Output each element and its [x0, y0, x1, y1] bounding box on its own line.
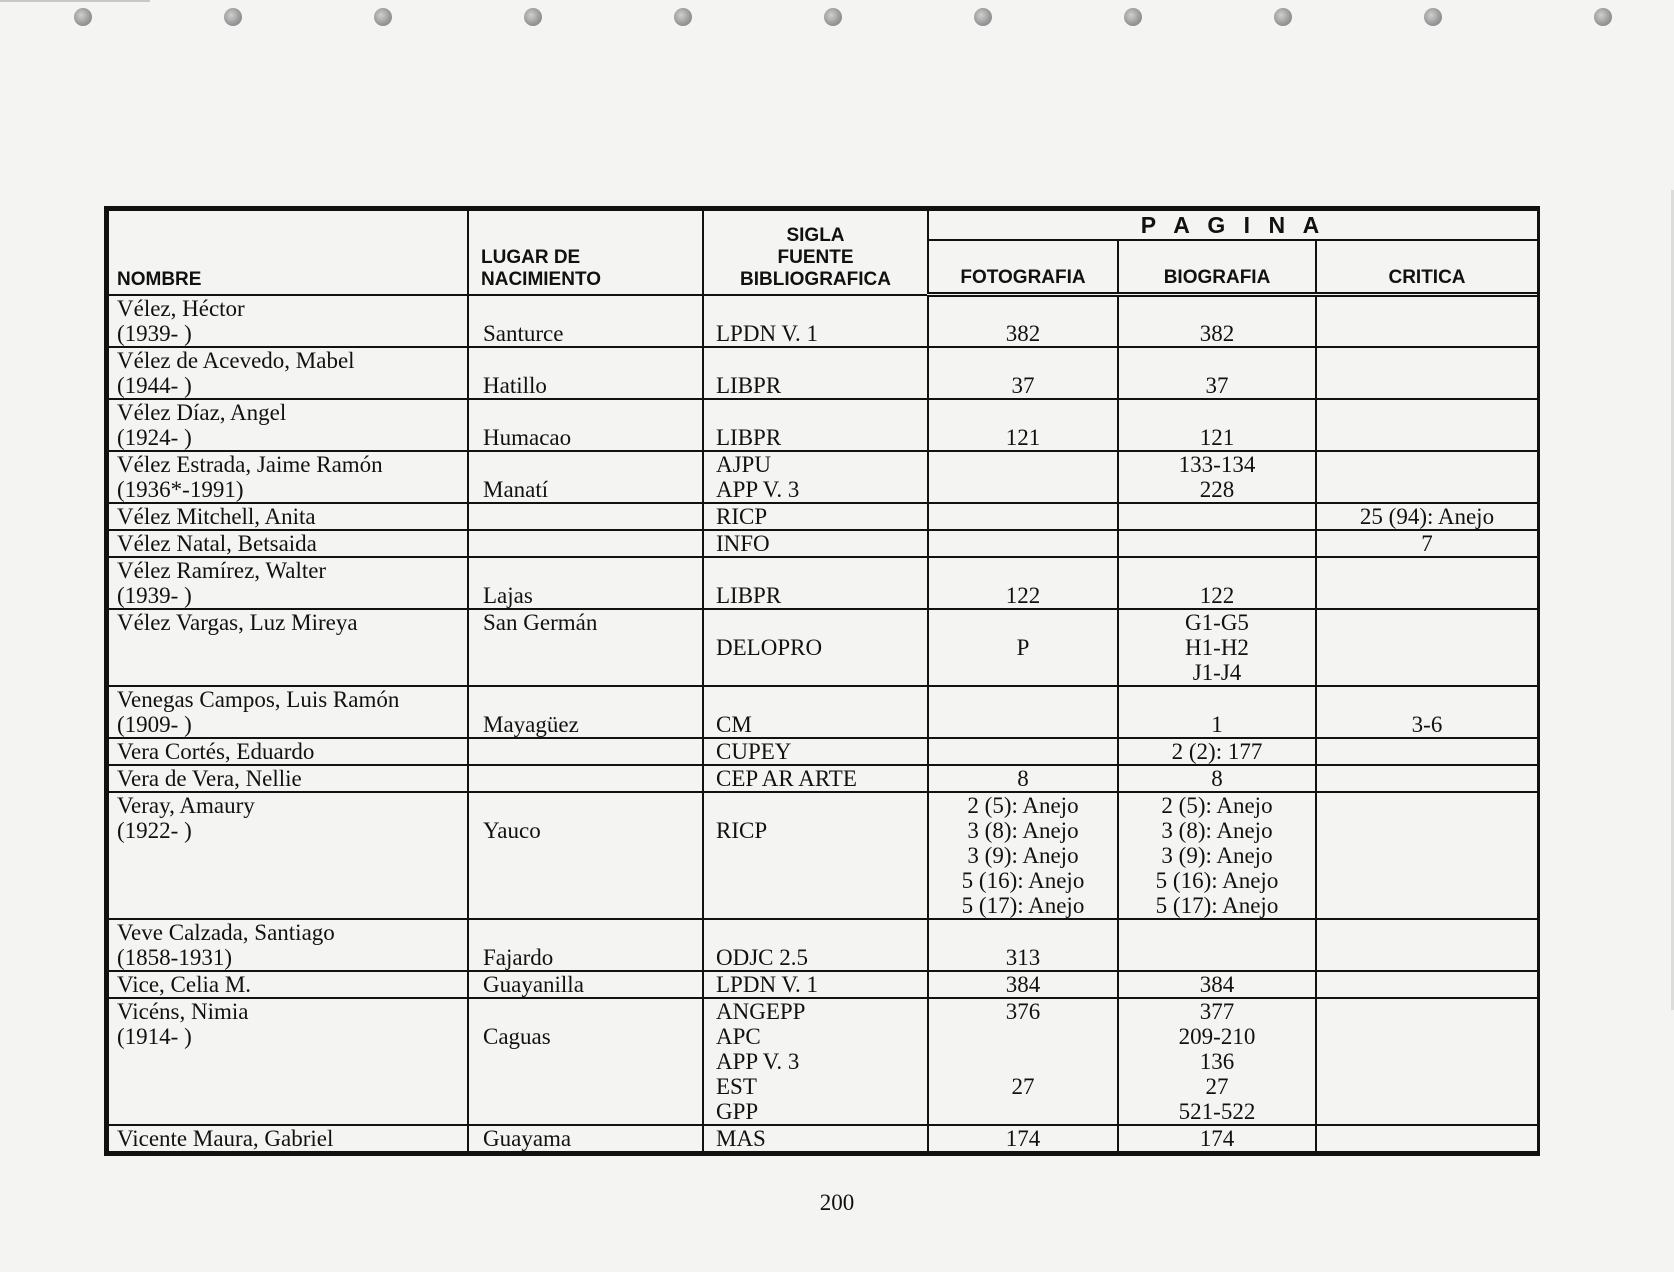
biografia-cell: 122: [1118, 557, 1316, 609]
sigla-cell: ODJC 2.5: [703, 919, 928, 971]
nombre-cell: Veray, Amaury (1922- ): [108, 792, 468, 919]
fotografia-cell: 2 (5): Anejo 3 (8): Anejo 3 (9): Anejo 5 (16): Anejo 5 (17): Anejo: [928, 792, 1118, 919]
lugar-cell: Manatí: [468, 451, 703, 503]
table-row: [108, 609, 1538, 686]
fotografia-cell: [928, 503, 1118, 530]
nombre-cell: Vera de Vera, Nellie: [108, 765, 468, 792]
sigla-cell: CUPEY: [703, 738, 928, 765]
critica-cell: [1316, 1125, 1538, 1152]
lugar-cell: Caguas: [468, 998, 703, 1125]
biografia-cell: 37: [1118, 347, 1316, 399]
table-row: [108, 971, 1538, 998]
table-row: [108, 530, 1538, 557]
critica-cell: [1316, 738, 1538, 765]
biografia-cell: [1118, 530, 1316, 557]
fotografia-cell: [928, 738, 1118, 765]
header-sigla: SIGLA FUENTE BIBLIOGRAFICA: [703, 210, 928, 295]
biografia-cell: 384: [1118, 971, 1316, 998]
fotografia-cell: [928, 686, 1118, 738]
binder-hole: [824, 8, 842, 26]
bibliography-table: [104, 206, 1540, 1156]
table-row: [108, 686, 1538, 738]
nombre-cell: Vélez Ramírez, Walter (1939- ): [108, 557, 468, 609]
fotografia-cell: 313: [928, 919, 1118, 971]
biografia-cell: 133-134 228: [1118, 451, 1316, 503]
lugar-cell: Santurce: [468, 295, 703, 347]
nombre-cell: Vélez Natal, Betsaida: [108, 530, 468, 557]
fotografia-cell: P: [928, 609, 1118, 686]
index-table: [107, 209, 1539, 1153]
binder-holes: [0, 8, 1674, 38]
lugar-cell: Lajas: [468, 557, 703, 609]
header-fotografia: FOTOGRAFIA: [928, 240, 1118, 295]
fotografia-cell: 122: [928, 557, 1118, 609]
binder-hole: [374, 8, 392, 26]
nombre-cell: Veve Calzada, Santiago (1858-1931): [108, 919, 468, 971]
sigla-cell: ANGEPP APC APP V. 3 EST GPP: [703, 998, 928, 1125]
biografia-cell: 174: [1118, 1125, 1316, 1152]
page-number: 200: [819, 1190, 855, 1215]
biografia-cell: 1: [1118, 686, 1316, 738]
sigla-cell: RICP: [703, 503, 928, 530]
table-row: [108, 998, 1538, 1125]
sigla-cell: RICP: [703, 792, 928, 919]
nombre-cell: Vélez Díaz, Angel (1924- ): [108, 399, 468, 451]
fotografia-cell: 376 27: [928, 998, 1118, 1125]
fotografia-cell: 8: [928, 765, 1118, 792]
table-row: [108, 451, 1538, 503]
nombre-cell: Vélez Mitchell, Anita: [108, 503, 468, 530]
nombre-cell: Vélez de Acevedo, Mabel (1944- ): [108, 347, 468, 399]
biografia-cell: 2 (2): 177: [1118, 738, 1316, 765]
table-row: [108, 347, 1538, 399]
header-pagina: P A G I N A: [928, 210, 1538, 240]
table-row: [108, 738, 1538, 765]
biografia-cell: [1118, 919, 1316, 971]
sigla-cell: LPDN V. 1: [703, 971, 928, 998]
biografia-cell: 8: [1118, 765, 1316, 792]
nombre-cell: Vicente Maura, Gabriel: [108, 1125, 468, 1152]
biografia-cell: 382: [1118, 295, 1316, 347]
binder-hole: [524, 8, 542, 26]
sigla-cell: INFO: [703, 530, 928, 557]
nombre-cell: Vélez Vargas, Luz Mireya: [108, 609, 468, 686]
binder-hole: [74, 8, 92, 26]
critica-cell: 7: [1316, 530, 1538, 557]
lugar-cell: San Germán: [468, 609, 703, 686]
lugar-cell: [468, 738, 703, 765]
scan-edge-line: [0, 0, 150, 2]
biografia-cell: 377 209-210 136 27 521-522: [1118, 998, 1316, 1125]
lugar-cell: Humacao: [468, 399, 703, 451]
biografia-cell: G1-G5 H1-H2 J1-J4: [1118, 609, 1316, 686]
critica-cell: [1316, 557, 1538, 609]
nombre-cell: Vice, Celia M.: [108, 971, 468, 998]
nombre-cell: Vera Cortés, Eduardo: [108, 738, 468, 765]
binder-hole: [1424, 8, 1442, 26]
nombre-cell: Vélez, Héctor (1939- ): [108, 295, 468, 347]
lugar-cell: Guayanilla: [468, 971, 703, 998]
nombre-cell: Vélez Estrada, Jaime Ramón (1936*-1991): [108, 451, 468, 503]
binder-hole: [974, 8, 992, 26]
fotografia-cell: [928, 530, 1118, 557]
sigla-cell: CM: [703, 686, 928, 738]
header-critica: CRITICA: [1316, 240, 1538, 295]
lugar-cell: Guayama: [468, 1125, 703, 1152]
sigla-cell: LPDN V. 1: [703, 295, 928, 347]
sigla-cell: LIBPR: [703, 347, 928, 399]
table-row: [108, 399, 1538, 451]
binder-hole: [1124, 8, 1142, 26]
critica-cell: [1316, 451, 1538, 503]
sigla-cell: LIBPR: [703, 399, 928, 451]
biografia-cell: 2 (5): Anejo 3 (8): Anejo 3 (9): Anejo 5 (16): Anejo 5 (17): Anejo: [1118, 792, 1316, 919]
nombre-cell: Venegas Campos, Luis Ramón (1909- ): [108, 686, 468, 738]
critica-cell: [1316, 295, 1538, 347]
lugar-cell: Hatillo: [468, 347, 703, 399]
fotografia-cell: 121: [928, 399, 1118, 451]
nombre-cell: Vicéns, Nimia (1914- ): [108, 998, 468, 1125]
binder-hole: [1274, 8, 1292, 26]
critica-cell: [1316, 347, 1538, 399]
table-row: [108, 557, 1538, 609]
header-lugar: LUGAR DE NACIMIENTO: [468, 210, 703, 295]
lugar-cell: [468, 503, 703, 530]
header-biografia: BIOGRAFIA: [1118, 240, 1316, 295]
critica-cell: [1316, 609, 1538, 686]
lugar-cell: [468, 530, 703, 557]
critica-cell: [1316, 919, 1538, 971]
critica-cell: [1316, 998, 1538, 1125]
table-row: [108, 919, 1538, 971]
critica-cell: 3-6: [1316, 686, 1538, 738]
table-body: [108, 295, 1538, 1152]
table-row: [108, 295, 1538, 347]
lugar-cell: Fajardo: [468, 919, 703, 971]
binder-hole: [674, 8, 692, 26]
table-row: [108, 765, 1538, 792]
table-row: [108, 792, 1538, 919]
binder-hole: [224, 8, 242, 26]
lugar-cell: Yauco: [468, 792, 703, 919]
header-nombre: NOMBRE: [108, 210, 468, 295]
sigla-cell: DELOPRO: [703, 609, 928, 686]
lugar-cell: [468, 765, 703, 792]
lugar-cell: Mayagüez: [468, 686, 703, 738]
binder-hole: [1594, 8, 1612, 26]
fotografia-cell: 174: [928, 1125, 1118, 1152]
sigla-cell: LIBPR: [703, 557, 928, 609]
critica-cell: [1316, 765, 1538, 792]
critica-cell: [1316, 971, 1538, 998]
table-row: [108, 1125, 1538, 1152]
biografia-cell: [1118, 503, 1316, 530]
critica-cell: [1316, 792, 1538, 919]
sigla-cell: AJPU APP V. 3: [703, 451, 928, 503]
fotografia-cell: 382: [928, 295, 1118, 347]
sigla-cell: CEP AR ARTE: [703, 765, 928, 792]
fotografia-cell: 384: [928, 971, 1118, 998]
fotografia-cell: [928, 451, 1118, 503]
sigla-cell: MAS: [703, 1125, 928, 1152]
critica-cell: [1316, 399, 1538, 451]
table-row: [108, 503, 1538, 530]
biografia-cell: 121: [1118, 399, 1316, 451]
fotografia-cell: 37: [928, 347, 1118, 399]
critica-cell: 25 (94): Anejo: [1316, 503, 1538, 530]
